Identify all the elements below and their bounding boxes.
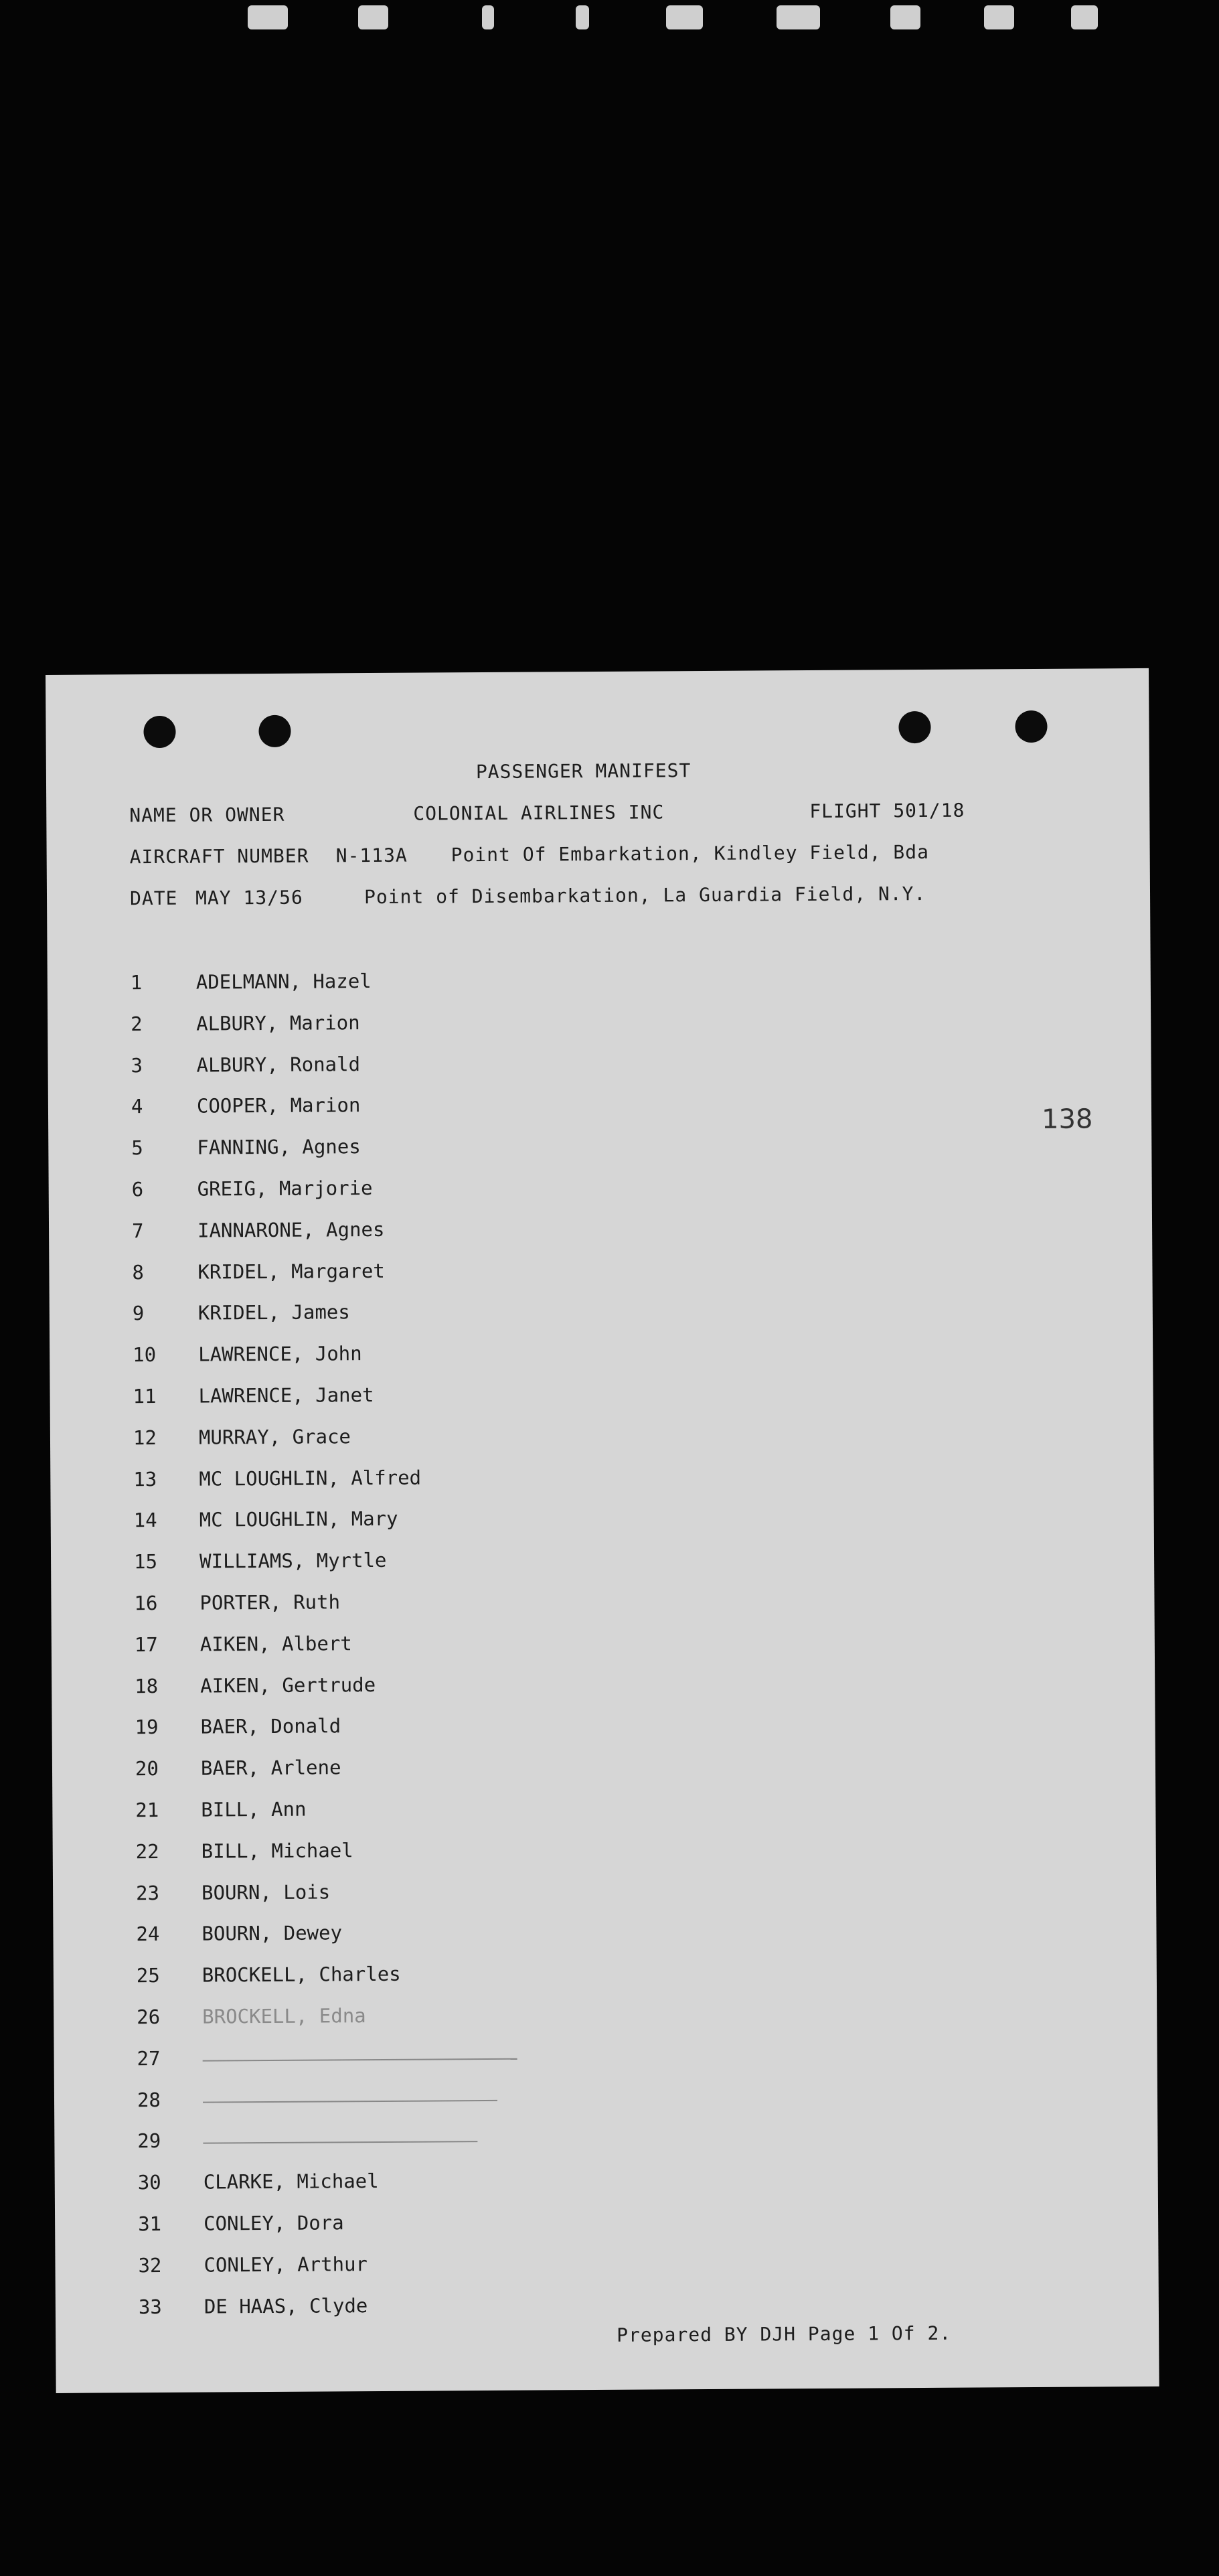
passenger-name: GREIG, Marjorie bbox=[197, 1177, 373, 1201]
passenger-row bbox=[132, 1216, 385, 1244]
date-value: MAY 13/56 bbox=[195, 886, 303, 909]
passenger-name: KRIDEL, James bbox=[197, 1300, 350, 1324]
passenger-number: 14 bbox=[133, 1509, 157, 1532]
passenger-number: 20 bbox=[135, 1756, 159, 1781]
passenger-number: 29 bbox=[137, 2129, 161, 2153]
passenger-row bbox=[131, 1133, 361, 1161]
passenger-row bbox=[135, 1671, 376, 1699]
passenger-row bbox=[136, 1837, 353, 1865]
passenger-number: 15 bbox=[133, 1550, 158, 1574]
passenger-number: 10 bbox=[133, 1343, 157, 1367]
passenger-name: LAWRENCE, Janet bbox=[198, 1383, 374, 1408]
passenger-number: 21 bbox=[135, 1798, 159, 1822]
passenger-name: FANNING, Agnes bbox=[197, 1135, 361, 1159]
passenger-number: 19 bbox=[135, 1716, 159, 1739]
flight-value: FLIGHT 501/18 bbox=[809, 799, 965, 823]
passenger-number: 25 bbox=[136, 1963, 160, 1987]
passenger-row bbox=[134, 1588, 340, 1616]
passenger-name: BOURN, Lois bbox=[201, 1880, 331, 1904]
passenger-number: 28 bbox=[137, 2088, 161, 2112]
page-stamp-number: 138 bbox=[1041, 1104, 1093, 1135]
passenger-row bbox=[138, 2209, 344, 2237]
blank-entry-line bbox=[203, 2141, 477, 2144]
passenger-name: ADELMANN, Hazel bbox=[195, 970, 372, 994]
passenger-row bbox=[135, 1754, 341, 1782]
passenger-row bbox=[131, 1051, 360, 1079]
passenger-name: IANNARONE, Agnes bbox=[197, 1217, 385, 1242]
passenger-number: 2 bbox=[131, 1012, 143, 1036]
passenger-number: 30 bbox=[137, 2170, 161, 2194]
passenger-name: CONLEY, Dora bbox=[204, 2211, 344, 2235]
passenger-number: 31 bbox=[138, 2212, 162, 2236]
punch-hole bbox=[143, 716, 175, 748]
passenger-row bbox=[137, 2125, 477, 2154]
passenger-name: DE HAAS, Clyde bbox=[204, 2294, 368, 2318]
blank-entry-line bbox=[203, 2058, 517, 2062]
passenger-name: BROCKELL, Edna bbox=[202, 2004, 366, 2028]
passenger-name: BROCKELL, Charles bbox=[201, 1962, 401, 1987]
passenger-name: WILLIAMS, Myrtle bbox=[199, 1548, 387, 1573]
passenger-row bbox=[132, 1258, 385, 1286]
passenger-number: 13 bbox=[133, 1468, 157, 1491]
passenger-row bbox=[137, 2002, 366, 2030]
passenger-name: AIKEN, Albert bbox=[199, 1632, 352, 1656]
passenger-name: KRIDEL, Margaret bbox=[197, 1259, 385, 1284]
passenger-row bbox=[136, 1919, 342, 1947]
passenger-row bbox=[138, 2251, 368, 2279]
passenger-number: 33 bbox=[138, 2295, 162, 2319]
passenger-row bbox=[131, 1091, 361, 1120]
passenger-row bbox=[137, 2085, 497, 2113]
passenger-row bbox=[135, 1630, 352, 1658]
passenger-number: 27 bbox=[137, 2046, 161, 2070]
passenger-row bbox=[134, 1547, 387, 1575]
passenger-number: 26 bbox=[137, 2005, 161, 2029]
passenger-name: MC LOUGHLIN, Mary bbox=[199, 1507, 398, 1531]
passenger-name: PORTER, Ruth bbox=[199, 1590, 341, 1614]
name-or-owner-label: NAME OR OWNER bbox=[129, 803, 285, 827]
manifest-sheet bbox=[46, 668, 1159, 2393]
passenger-number: 5 bbox=[131, 1136, 143, 1160]
passenger-name: CLARKE, Michael bbox=[203, 2170, 379, 2194]
date-label: DATE bbox=[129, 887, 178, 910]
passenger-name: CONLEY, Arthur bbox=[204, 2253, 368, 2277]
passenger-row bbox=[133, 1464, 421, 1493]
passenger-name: ALBURY, Marion bbox=[196, 1011, 360, 1035]
embarkation-point: Point Of Embarkation, Kindley Field, Bda bbox=[451, 840, 930, 866]
passenger-number: 16 bbox=[134, 1592, 158, 1615]
manifest-title: PASSENGER MANIFEST bbox=[475, 759, 692, 783]
passenger-name: MC LOUGHLIN, Alfred bbox=[199, 1466, 422, 1491]
passenger-number: 18 bbox=[135, 1675, 159, 1698]
passenger-number: 3 bbox=[131, 1054, 143, 1077]
passenger-number: 9 bbox=[132, 1302, 145, 1325]
passenger-name: MURRAY, Grace bbox=[198, 1425, 351, 1449]
passenger-row bbox=[133, 1423, 351, 1451]
passenger-name: BAER, Arlene bbox=[200, 1756, 341, 1780]
blank-entry-line bbox=[203, 2100, 497, 2103]
prepared-by-footer: Prepared BY DJH Page 1 Of 2. bbox=[617, 2322, 952, 2346]
passenger-row bbox=[131, 968, 372, 996]
owner-value: COLONIAL AIRLINES INC bbox=[413, 801, 665, 825]
passenger-number: 22 bbox=[135, 1839, 159, 1864]
passenger-row bbox=[136, 1878, 330, 1906]
passenger-number: 24 bbox=[136, 1922, 160, 1946]
passenger-name: COOPER, Marion bbox=[196, 1093, 361, 1118]
passenger-number: 7 bbox=[131, 1219, 144, 1243]
passenger-row bbox=[139, 2292, 368, 2320]
passenger-number: 32 bbox=[138, 2253, 162, 2277]
punch-hole bbox=[1015, 710, 1047, 743]
passenger-row bbox=[135, 1712, 341, 1740]
passenger-row bbox=[137, 2043, 517, 2072]
passenger-number: 12 bbox=[133, 1426, 157, 1450]
film-edge-marks bbox=[248, 0, 1219, 40]
passenger-number: 6 bbox=[131, 1178, 144, 1201]
passenger-row bbox=[137, 1961, 401, 1989]
passenger-name: LAWRENCE, John bbox=[198, 1342, 362, 1366]
passenger-row bbox=[134, 1505, 398, 1533]
passenger-row bbox=[133, 1381, 374, 1410]
aircraft-label: AIRCRAFT NUMBER bbox=[129, 844, 309, 868]
passenger-number: 11 bbox=[133, 1385, 157, 1408]
passenger-name: BOURN, Dewey bbox=[201, 1921, 343, 1945]
punch-hole bbox=[898, 711, 930, 743]
passenger-row bbox=[138, 2168, 379, 2196]
passenger-row bbox=[133, 1298, 350, 1327]
passenger-name: ALBURY, Ronald bbox=[196, 1053, 361, 1077]
passenger-number: 17 bbox=[134, 1633, 158, 1657]
passenger-row bbox=[133, 1340, 362, 1368]
passenger-number: 1 bbox=[130, 971, 143, 994]
aircraft-value: N-113A bbox=[335, 844, 408, 867]
passenger-number: 23 bbox=[136, 1881, 160, 1905]
passenger-number: 8 bbox=[132, 1261, 145, 1284]
passenger-name: AIKEN, Gertrude bbox=[200, 1673, 376, 1697]
disembarkation-point: Point of Disembarkation, La Guardia Field, N.Y. bbox=[363, 882, 926, 909]
passenger-name: BILL, Ann bbox=[201, 1797, 307, 1821]
passenger-row bbox=[132, 1175, 373, 1203]
passenger-row bbox=[135, 1796, 306, 1824]
passenger-number: 4 bbox=[131, 1095, 143, 1118]
passenger-row bbox=[131, 1009, 360, 1037]
passenger-name: BILL, Michael bbox=[201, 1839, 353, 1863]
punch-hole bbox=[258, 715, 291, 747]
passenger-name: BAER, Donald bbox=[200, 1714, 341, 1738]
